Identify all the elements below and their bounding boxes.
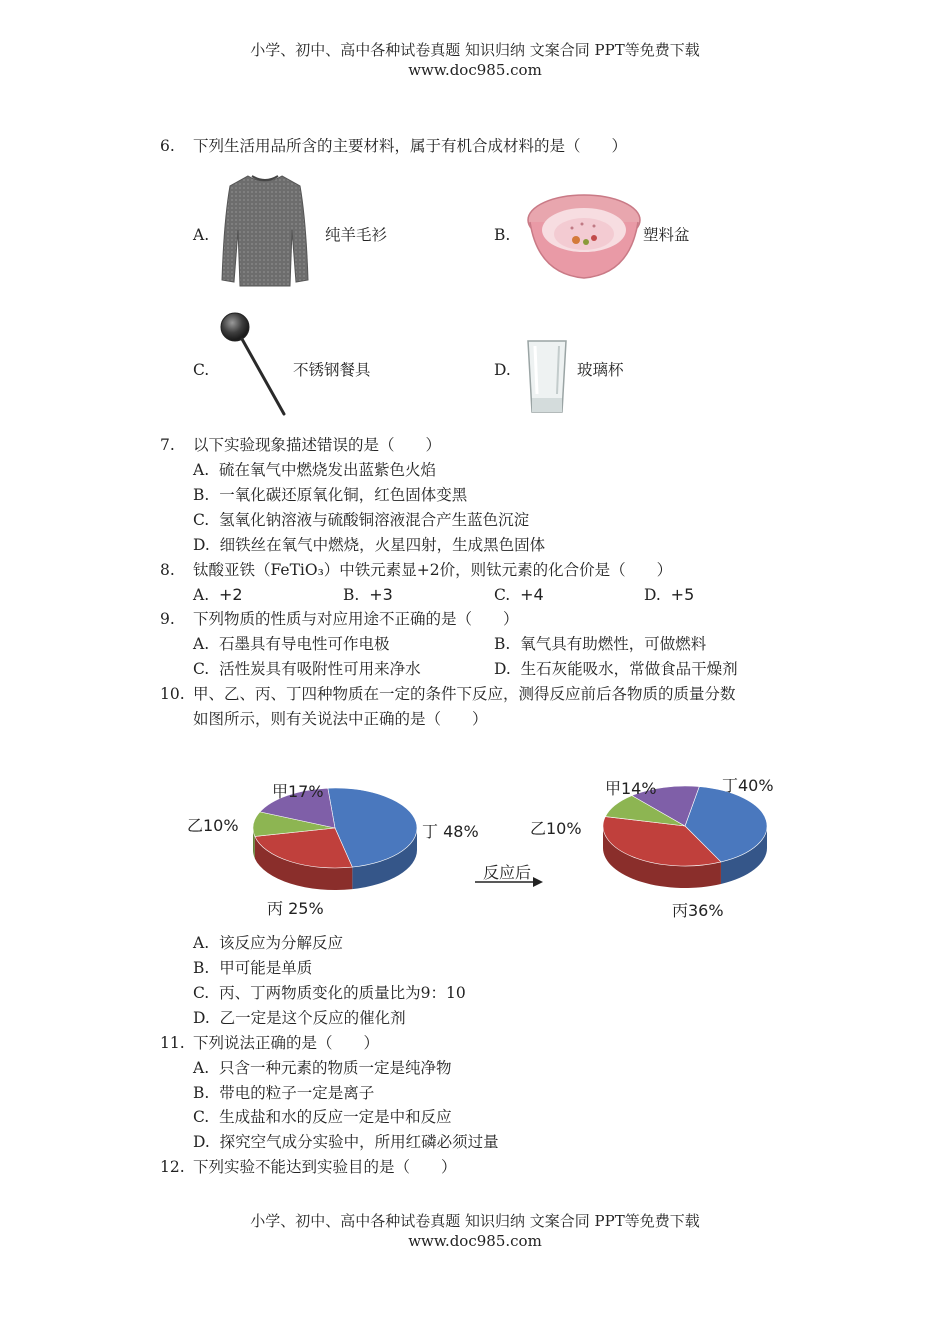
q11-option-a: A. 只含一种元素的物质一定是纯净物 xyxy=(193,1059,452,1077)
q9-option-c: C. 活性炭具有吸附性可用来净水 xyxy=(193,660,421,678)
q6-option-a-text: 纯羊毛衫 xyxy=(325,226,388,244)
q10-stem-line1: 甲、乙、丙、丁四种物质在一定的条件下反应，测得反应前后各物质的质量分数 xyxy=(193,685,736,703)
q10-option-c: C. 丙、丁两物质变化的质量比为9：10 xyxy=(193,984,466,1002)
q9-option-a: A. 石墨具有导电性可作电极 xyxy=(193,635,390,653)
footer-title: 小学、初中、高中各种试卷真题 知识归纳 文案合同 PPT等免费下载 xyxy=(250,1212,700,1230)
q9-number: 9. xyxy=(160,610,175,628)
q6-option-b-letter: B. xyxy=(494,226,511,244)
q6-option-c-letter: C. xyxy=(193,361,210,379)
q11-option-d: D. 探究空气成分实验中，所用红磷必须过量 xyxy=(193,1133,499,1151)
pie-before-label-bing: 丙 25% xyxy=(267,899,324,918)
plastic-basin-image xyxy=(524,190,644,285)
q11-stem: 下列说法正确的是（ ） xyxy=(193,1034,380,1052)
q8-stem: 钛酸亚铁（FeTiO₃）中铁元素显+2价，则钛元素的化合价是（ ） xyxy=(193,561,673,579)
q11-option-b: B. 带电的粒子一定是离子 xyxy=(193,1084,375,1102)
q12-stem: 下列实验不能达到实验目的是（ ） xyxy=(193,1158,457,1176)
q7-number: 7. xyxy=(160,436,175,454)
pie-before-label-jia: 甲17% xyxy=(272,782,324,801)
q9-option-b: B. 氧气具有助燃性，可做燃料 xyxy=(494,635,707,653)
q6-option-d-letter: D. xyxy=(494,361,511,379)
q11-number: 11. xyxy=(160,1034,185,1052)
q11-option-c: C. 生成盐和水的反应一定是中和反应 xyxy=(193,1108,452,1126)
q8-option-b: B. +3 xyxy=(343,585,393,604)
q7-option-b: B. 一氧化碳还原氧化铜，红色固体变黑 xyxy=(193,486,468,504)
arrow-icon xyxy=(473,875,545,889)
q9-stem: 下列物质的性质与对应用途不正确的是（ ） xyxy=(193,610,519,628)
q12-number: 12. xyxy=(160,1158,185,1176)
q10-option-a: A. 该反应为分解反应 xyxy=(193,934,343,952)
q6-option-a-letter: A. xyxy=(193,226,210,244)
q7-option-d: D. 细铁丝在氧气中燃烧，火星四射，生成黑色固体 xyxy=(193,536,546,554)
q8-option-c: C. +4 xyxy=(494,585,544,604)
pie-after-label-bing: 丙36% xyxy=(672,901,724,920)
q10-option-d: D. 乙一定是这个反应的催化剂 xyxy=(193,1009,406,1027)
q6-option-c-text: 不锈钢餐具 xyxy=(293,361,371,379)
header-title: 小学、初中、高中各种试卷真题 知识归纳 文案合同 PPT等免费下载 xyxy=(250,41,700,59)
glass-cup-image xyxy=(524,338,570,418)
q6-stem: 下列生活用品所含的主要材料，属于有机合成材料的是（ ） xyxy=(193,137,628,155)
pie-after-label-ding: 丁40% xyxy=(722,776,774,795)
q8-number: 8. xyxy=(160,561,175,579)
sweater-image xyxy=(218,170,313,290)
q9-option-d: D. 生石灰能吸水，常做食品干燥剂 xyxy=(494,660,738,678)
header-url[interactable]: www.doc985.com xyxy=(408,61,542,79)
q6-option-b-text: 塑料盆 xyxy=(643,226,690,244)
pie-after-label-yi: 乙10% xyxy=(530,819,582,838)
pie-after-label-jia: 甲14% xyxy=(605,779,657,798)
q7-option-a: A. 硫在氧气中燃烧发出蓝紫色火焰 xyxy=(193,461,436,479)
arrow-label: 反应后 xyxy=(483,863,532,882)
pie-chart-before xyxy=(240,780,430,900)
q8-option-a: A. +2 xyxy=(193,585,243,604)
q8-option-d: D. +5 xyxy=(644,585,695,604)
pie-before-label-ding: 丁 48% xyxy=(422,822,479,841)
pie-before-label-yi: 乙10% xyxy=(187,816,239,835)
steel-ladle-image xyxy=(218,310,293,418)
footer-url[interactable]: www.doc985.com xyxy=(408,1232,542,1250)
q7-stem: 以下实验现象描述错误的是（ ） xyxy=(193,436,442,454)
q7-option-c: C. 氢氧化钠溶液与硫酸铜溶液混合产生蓝色沉淀 xyxy=(193,511,530,529)
q10-option-b: B. 甲可能是单质 xyxy=(193,959,313,977)
q6-number: 6. xyxy=(160,137,175,155)
q10-number: 10. xyxy=(160,685,185,703)
q6-option-d-text: 玻璃杯 xyxy=(577,361,624,379)
q10-stem-line2: 如图所示，则有关说法中正确的是（ ） xyxy=(193,710,488,728)
